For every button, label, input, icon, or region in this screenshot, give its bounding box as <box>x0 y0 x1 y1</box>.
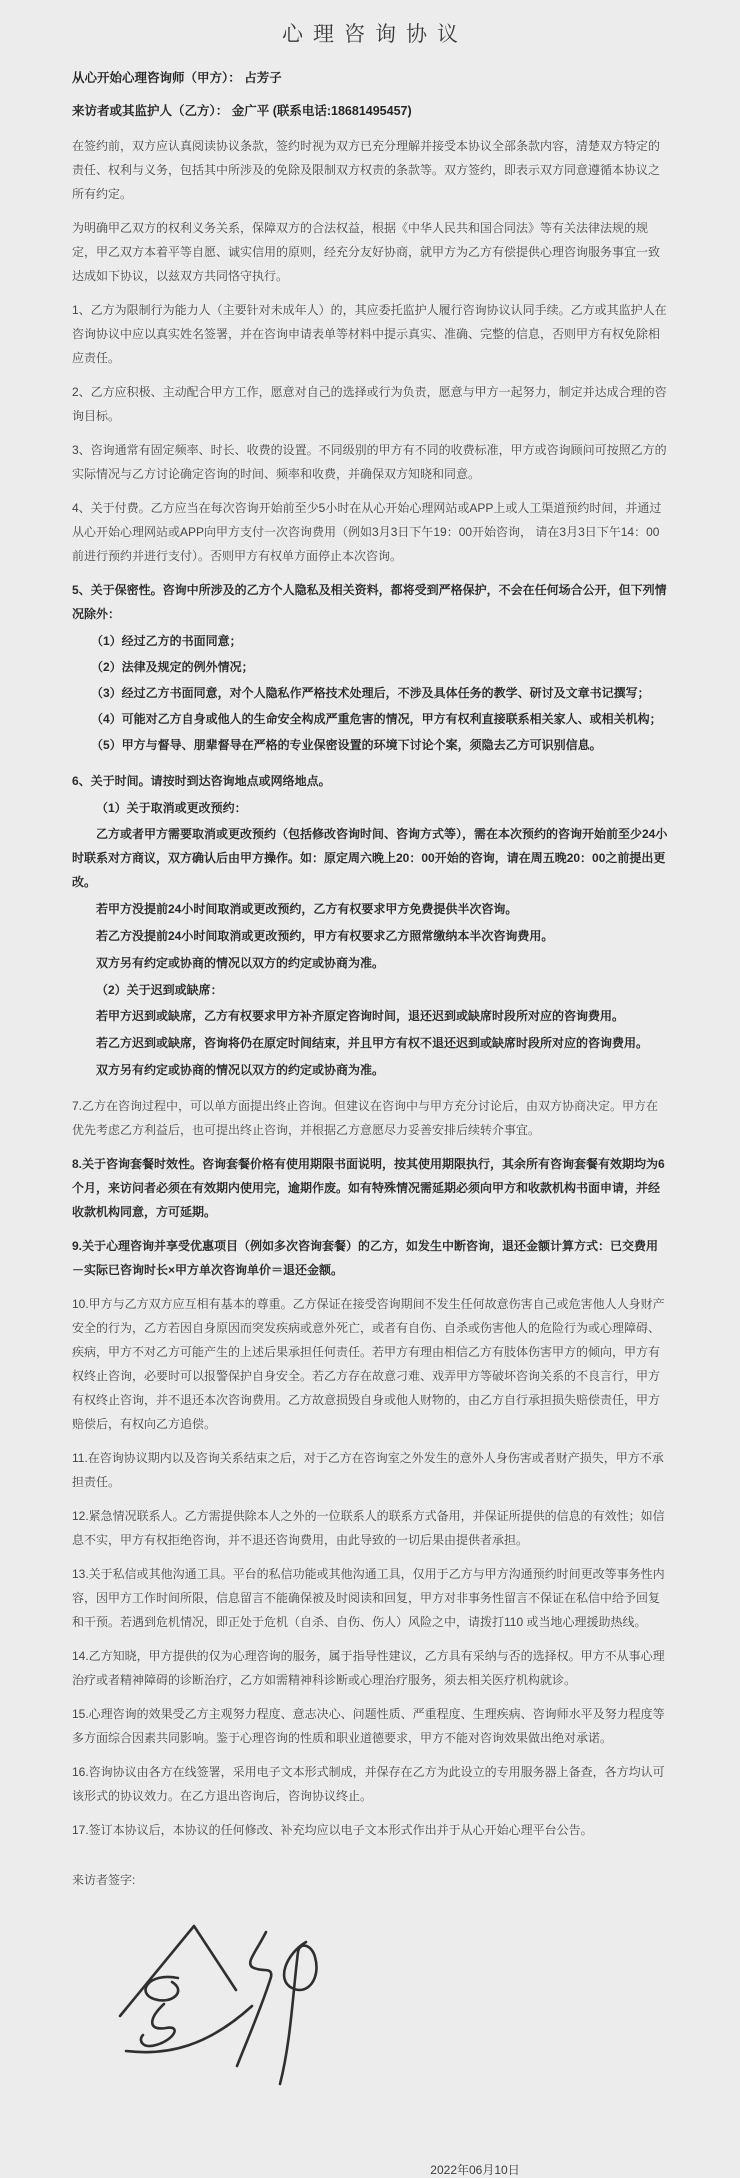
clause-9: 9.关于心理咨询并享受优惠项目（例如多次咨询套餐）的乙方，如发生中断咨询，退还金额计算方式：已交费用－实际已咨询时长×甲方单次咨询单价＝退还金额。 <box>72 1239 659 1277</box>
confidentiality-exception-5: （5）甲方与督导、朋辈督导在严格的专业保密设置的环境下讨论个案，须隐去乙方可识别信息。 <box>91 738 602 752</box>
clause-6-1-paragraph-3: 若乙方没提前24小时间取消或更改预约，甲方有权要求乙方照常缴纳本半次咨询费用。 <box>96 929 554 943</box>
clause-2: 2、乙方应积极、主动配合甲方工作，愿意对自己的选择或行为负责，愿意与甲方一起努力，制定并达成合理的咨询目标。 <box>72 385 667 423</box>
signature-area <box>72 1898 668 2103</box>
clause-6-time: 6、关于时间。请按时到达咨询地点或网络地点。 <box>72 774 331 788</box>
clause-16: 16.咨询协议由各方在线签署，采用电子文本形式制成，并保存在乙方为此设立的专用服务器上备查，各方均认可该形式的协议效力。在乙方退出咨询后，咨询协议终止。 <box>72 1765 665 1803</box>
clause-12: 12.紧急情况联系人。乙方需提供除本人之外的一位联系人的联系方式备用，并保证所提供的信息的有效性；如信息不实，甲方有权拒绝咨询，并不退还咨询费用，由此导致的一切后果由提供者承担。 <box>72 1509 665 1547</box>
clause-4: 4、关于付费。乙方应当在每次咨询开始前至少5小时在从心开始心理网站或APP上或人工渠道预约时间，并通过从心开始心理网站或APP向甲方支付一次咨询费用（例如3月3日下午19：00开始咨询， 请在3月3日下午14：00前进行预约并进行支付）。否则甲方有权单方面停止本次咨询。 <box>72 501 662 563</box>
clause-11: 11.在咨询协议期内以及咨询关系结束之后，对于乙方在咨询室之外发生的意外人身伤害或者财产损失，甲方不承担责任。 <box>72 1451 664 1489</box>
intro-paragraph-1: 在签约前，双方应认真阅读协议条款，签约时视为双方已充分理解并接受本协议全部条款内容，清楚双方特定的责任、权利与义务，包括其中所涉及的免除及限制双方权责的条款等。双方签约，即表示双方同意遵循本协议之所有约定。 <box>72 139 661 201</box>
clause-6-2-heading: （2）关于迟到或缺席： <box>96 983 223 997</box>
handwritten-signature <box>90 1898 330 2103</box>
page-title: 心理咨询协议 <box>282 23 468 46</box>
clause-6-1-paragraph-4: 双方另有约定或协商的情况以双方的约定或协商为准。 <box>96 956 385 970</box>
clause-1: 1、乙方为限制行为能力人（主要针对未成年人）的，其应委托监护人履行咨询协议认同手续。乙方或其监护人在咨询协议中应以真实姓名签署，并在咨询申请表单等材料中提示真实、准确、完整的信息，否则甲方有权免除相应责任。 <box>72 303 667 365</box>
clause-6-2-paragraph-1: 若甲方迟到或缺席，乙方有权要求甲方补齐原定咨询时间，退还迟到或缺席时段所对应的咨询费用。 <box>96 1009 625 1023</box>
clause-17: 17.签订本协议后，本协议的任何修改、补充均应以电子文本形式作出并于从心开始心理平台公告。 <box>72 1823 593 1837</box>
clause-5-confidentiality: 5、关于保密性。咨询中所涉及的乙方个人隐私及相关资料，都将受到严格保护，不会在任何场合公开，但下列情况除外： <box>72 583 667 621</box>
clause-13: 13.关于私信或其他沟通工具。平台的私信功能或其他沟通工具，仅用于乙方与甲方沟通预约时间更改等事务性内容，因甲方工作时间所限，信息留言不能确保被及时阅读和回复，甲方对非事务性留言不保证在私信中给予回复和干预。若遇到危机情况，即正处于危机（自杀、自伤、伤人）风险之中，请拨打110 或当地心理援助热线。 <box>72 1567 665 1629</box>
clause-10: 10.甲方与乙方双方应互相有基本的尊重。乙方保证在接受咨询期间不发生任何故意伤害自己或危害他人人身财产安全的行为，乙方若因自身原因而突发疾病或意外死亡，或者有自伤、自杀或伤害他人的危险行为或心理障碍、疾病，甲方不对乙方可能产生的上述后果承担任何责任。若甲方有理由相信乙方有肢体伤害甲方的倾向，甲方有权终止咨询，必要时可以报警保护自身安全。若乙方存在故意刁难、戏弄甲方等破坏咨询关系的不良言行，甲方有权终止咨询，并不退还本次咨询费用。乙方故意损毁自身或他人财物的，由乙方自行承担损失赔偿责任，甲方赔偿后，有权向乙方追偿。 <box>72 1297 665 1431</box>
clause-6-1-heading: （1）关于取消或更改预约： <box>96 801 247 815</box>
confidentiality-exception-1: （1）经过乙方的书面同意； <box>91 634 242 648</box>
clause-8: 8.关于咨询套餐时效性。咨询套餐价格有使用期限书面说明，按其使用期限执行，其余所有咨询套餐有效期均为6个月，来访问者必须在有效期内使用完，逾期作废。如有特殊情况需延期必须向甲方和收款机构书面申请，并经收款机构同意，方可延期。 <box>72 1157 665 1219</box>
clause-3: 3、咨询通常有固定频率、时长、收费的设置。不同级别的甲方有不同的收费标准，甲方或咨询顾问可按照乙方的实际情况与乙方讨论确定咨询的时间、频率和收费，并确保双方知晓和同意。 <box>72 443 667 481</box>
visitor-signature-label: 来访者签字: <box>72 1873 136 1887</box>
clause-6-2-paragraph-2: 若乙方迟到或缺席，咨询将仍在原定时间结束，并且甲方有权不退还迟到或缺席时段所对应的咨询费用。 <box>96 1036 649 1050</box>
party-b-line: 来访者或其监护人（乙方）： 金广平 (联系电话:18681495457) <box>72 104 412 118</box>
clause-6-2-paragraph-3: 双方另有约定或协商的情况以双方的约定或协商为准。 <box>96 1063 385 1077</box>
intro-paragraph-2: 为明确甲乙双方的权利义务关系，保障双方的合法权益，根据《中华人民共和国合同法》等有关法律法规的规定，甲乙双方本着平等自愿、诚实信用的原则，经充分友好协商，就甲方为乙方有偿提供心理咨询服务事宜一致达成如下协议，以兹双方共同恪守执行。 <box>72 221 661 283</box>
clause-15: 15.心理咨询的效果受乙方主观努力程度、意志决心、问题性质、严重程度、生理疾病、咨询师水平及努力程度等多方面综合因素共同影响。鉴于心理咨询的性质和职业道德要求，甲方不能对咨询效果做出绝对承诺。 <box>72 1707 665 1745</box>
confidentiality-exception-3: （3）经过乙方书面同意，对个人隐私作严格技术处理后，不涉及具体任务的教学、研讨及文章书记撰写； <box>91 686 650 700</box>
party-a-line: 从心开始心理咨询师（甲方）： 占芳子 <box>72 71 282 85</box>
agreement-date: 2022年06月10日 <box>430 2163 520 2177</box>
confidentiality-exception-4: （4）可能对乙方自身或他人的生命安全构成严重危害的情况，甲方有权利直接联系相关家人、或相关机构； <box>91 712 662 726</box>
clause-14: 14.乙方知晓，甲方提供的仅为心理咨询的服务，属于指导性建议，乙方具有采纳与否的选择权。甲方不从事心理治疗或者精神障碍的诊断治疗，乙方如需精神科诊断或心理治疗服务，须去相关医疗机构就诊。 <box>72 1649 665 1687</box>
confidentiality-exception-2: （2）法律及规定的例外情况； <box>91 660 254 674</box>
clause-6-1-paragraph-1: 乙方或者甲方需要取消或更改预约（包括修改咨询时间、咨询方式等），需在本次预约的咨询开始前至少24小时联系对方商议，双方确认后由甲方操作。如：原定周六晚上20：00开始的咨询，请在周五晚20：00之前提出更改。 <box>72 827 668 889</box>
clause-6-1-paragraph-2: 若甲方没提前24小时间取消或更改预约，乙方有权要求甲方免费提供半次咨询。 <box>96 902 518 916</box>
clause-7: 7.乙方在咨询过程中，可以单方面提出终止咨询。但建议在咨询中与甲方充分讨论后，由双方协商决定。甲方在优先考虑乙方利益后，也可提出终止咨询，并根据乙方意愿尽力妥善安排后续转介事宜。 <box>72 1099 659 1137</box>
